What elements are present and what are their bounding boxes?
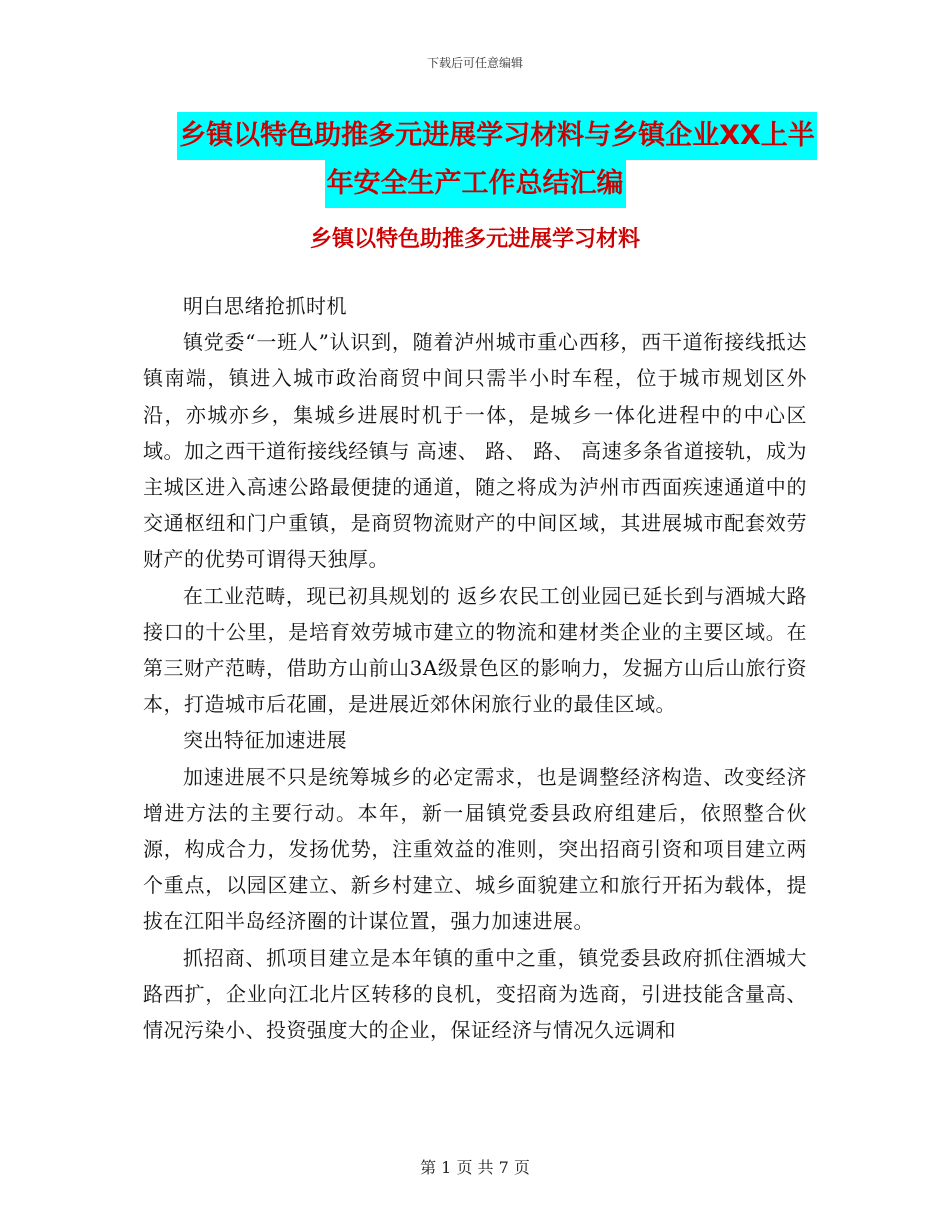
section-title: 乡镇以特色助推多元进展学习材料	[309, 227, 640, 252]
page-total: 7	[498, 1158, 509, 1177]
paragraph: 镇党委“一班人”认识到，随着泸州城市重心西移，西干道衔接线抵达镇南端，镇进入城市政治商贸中间只需半小时车程，位于城市规划区外沿，亦城亦乡，集城乡进展时机于一体，是城乡一体化进程中的中心区域。加之西干道衔接线经镇与 高速、 路、 路、 高速多条省道接轨，成为主城区进入高速公路最便捷的通道，随之将成为泸州市西面疾速通道中的交通枢纽和门户重镇，是商贸物流财产的中间区域，其进展城市配套效劳财产的优势可谓得天独厚。	[143, 330, 807, 572]
paragraph: 加速进展不只是统筹城乡的必定需求，也是调整经济构造、改变经济增进方法的主要行动。本年，新一届镇党委县政府组建后，依照整合伙源，构成合力，发扬优势，注重效益的准则，突出招商引资和项目建立两个重点，以园区建立、新乡村建立、城乡面貌建立和旅行开拓为载体，提拔在江阳半岛经济圈的计谋位置，强力加速进展。	[143, 764, 807, 934]
document-title-line-1: 乡镇以特色助推多元进展学习材料与乡镇企业XX上半	[177, 112, 817, 160]
paragraph-heading: 突出特征加速进展	[183, 728, 347, 753]
paragraph: 在工业范畴，现已初具规划的 返乡农民工创业园已延长到与酒城大路接口的十公里，是培育效劳城市建立的物流和建材类企业的主要区域。在第三财产范畴，借助方山前山3A级景色区的影响力，发掘方山后山旅行资本，打造城市后花圃，是进展近郊休闲旅行业的最佳区域。	[143, 583, 807, 717]
page-label-mid: 页 共	[456, 1158, 494, 1177]
page-number: 1	[441, 1158, 452, 1177]
page-footer	[0, 1155, 950, 1178]
page-label-suffix: 页	[513, 1158, 530, 1177]
document-title-line-2: 年安全生产工作总结汇编	[325, 160, 626, 208]
page-label-prefix: 第	[420, 1158, 437, 1177]
paragraph-heading: 明白思绪抢抓时机	[183, 294, 347, 318]
document-title	[0, 112, 950, 208]
paragraph: 抓招商、抓项目建立是本年镇的重中之重，镇党委县政府抓住酒城大路西扩，企业向江北片区转移的良机，变招商为选商，引进技能含量高、情况污染小、投资强度大的企业，保证经济与情况久远调和	[143, 945, 807, 1043]
header-note: 下载后可任意编辑	[426, 56, 523, 70]
document-body	[143, 288, 807, 1048]
